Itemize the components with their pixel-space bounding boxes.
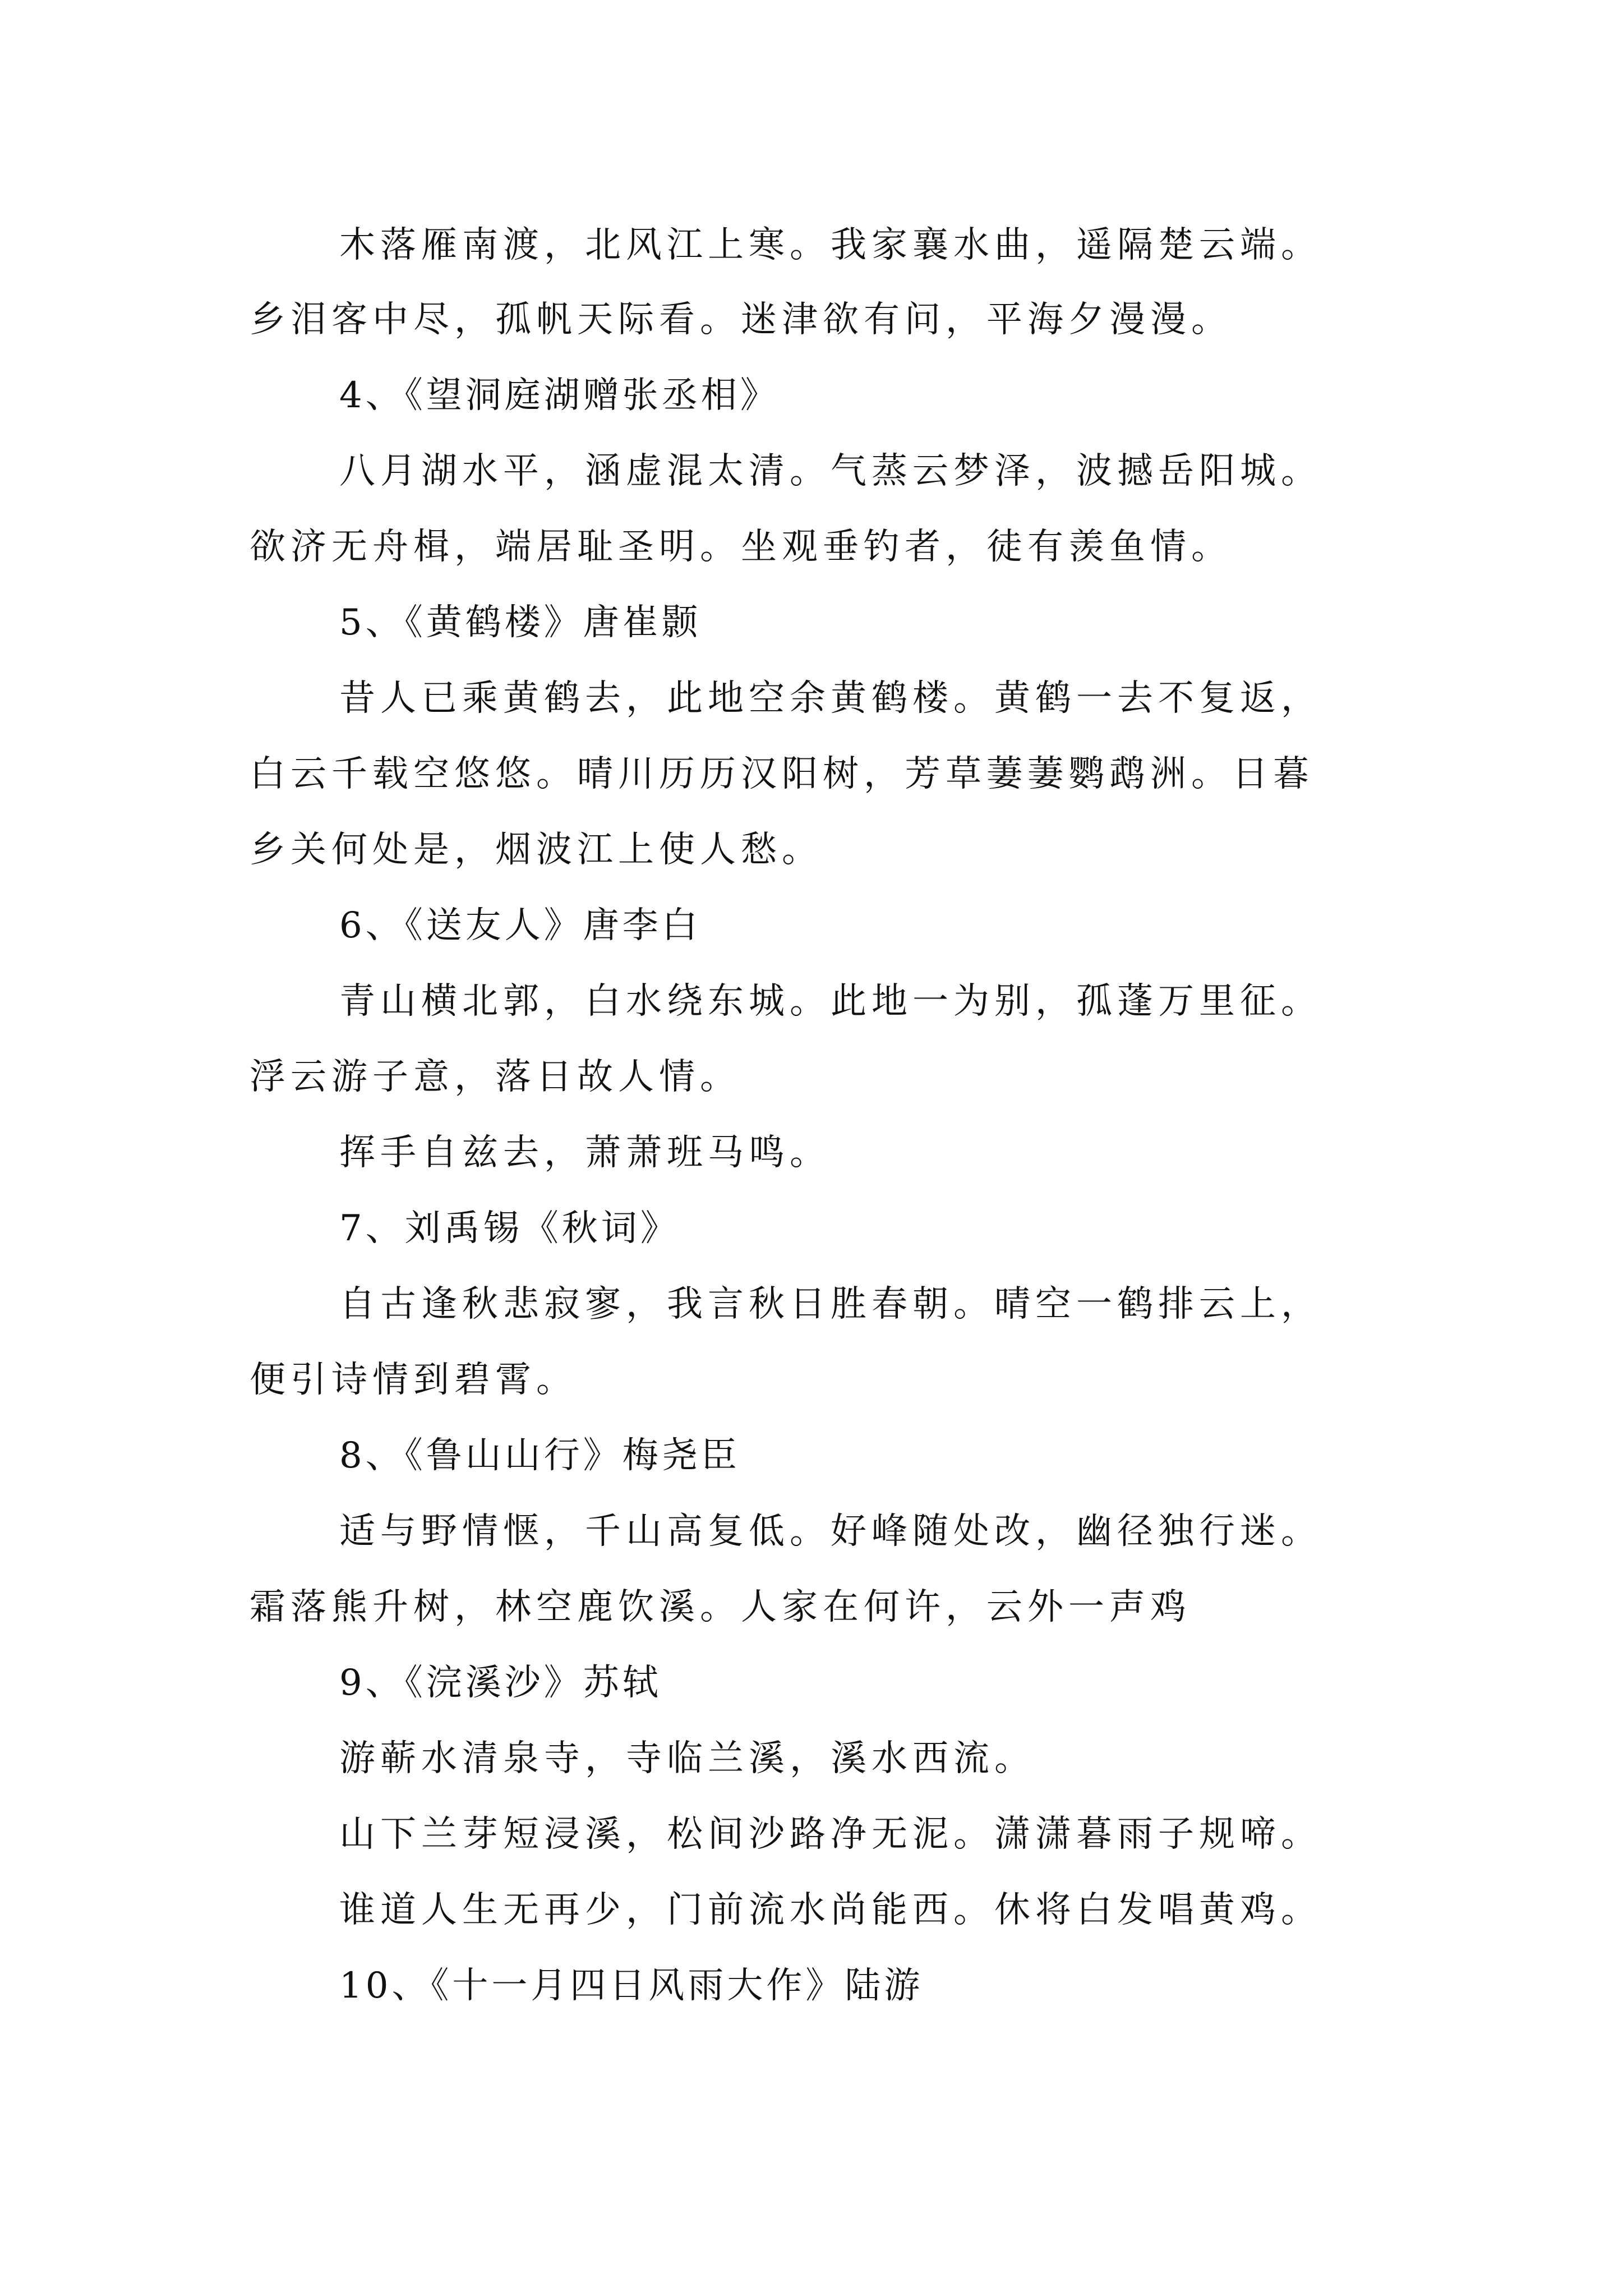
poem-line: 白云千载空悠悠。晴川历历汉阳树，芳草萋萋鹦鹉洲。日暮 (250, 753, 1314, 795)
poem-title: 8、《鲁山山行》梅尧臣 (339, 1435, 740, 1476)
poem-line: 欲济无舟楫，端居耻圣明。坐观垂钓者，徒有羡鱼情。 (250, 526, 1232, 568)
poem-line: 山下兰芽短浸溪，松间沙路净无泥。潇潇暮雨子规啼。 (339, 1814, 1322, 1855)
poem-title: 7、刘禹锡《秋词》 (339, 1208, 680, 1249)
poem-title: 9、《浣溪沙》苏轼 (339, 1662, 662, 1704)
poem-line: 木落雁南渡，北风江上寒。我家襄水曲，遥隔楚云端。 (339, 224, 1322, 266)
poem-line: 自古逢秋悲寂寥，我言秋日胜春朝。晴空一鹤排云上， (339, 1283, 1322, 1325)
poem-line: 霜落熊升树，林空鹿饮溪。人家在何许，云外一声鸡 (250, 1586, 1191, 1628)
poem-line: 昔人已乘黄鹤去，此地空余黄鹤楼。黄鹤一去不复返， (339, 678, 1322, 719)
poem-title: 10、《十一月四日风雨大作》陆游 (339, 1965, 924, 2007)
poem-line: 八月湖水平，涵虚混太清。气蒸云梦泽，波撼岳阳城。 (339, 450, 1322, 492)
poem-title: 4、《望洞庭湖赠张丞相》 (339, 375, 780, 416)
poem-title: 5、《黄鹤楼》唐崔颢 (339, 602, 701, 643)
poem-line: 乡泪客中尽，孤帆天际看。迷津欲有问，平海夕漫漫。 (250, 299, 1232, 341)
poem-line: 便引诗情到碧霄。 (250, 1359, 577, 1401)
poem-line: 游蕲水清泉寺，寺临兰溪，溪水西流。 (339, 1738, 1035, 1779)
poem-line: 挥手自兹去，萧萧班马鸣。 (339, 1132, 831, 1174)
poem-line: 谁道人生无再少，门前流水尚能西。休将白发唱黄鸡。 (339, 1889, 1322, 1931)
poem-line: 乡关何处是，烟波江上使人愁。 (250, 829, 823, 871)
poem-line: 青山横北郭，白水绕东城。此地一为别，孤蓬万里征。 (339, 981, 1322, 1022)
poem-line: 浮云游子意，落日故人情。 (250, 1056, 741, 1098)
poem-line: 适与野情惬，千山高复低。好峰随处改，幽径独行迷。 (339, 1511, 1322, 1552)
poem-title: 6、《送友人》唐李白 (339, 905, 701, 946)
